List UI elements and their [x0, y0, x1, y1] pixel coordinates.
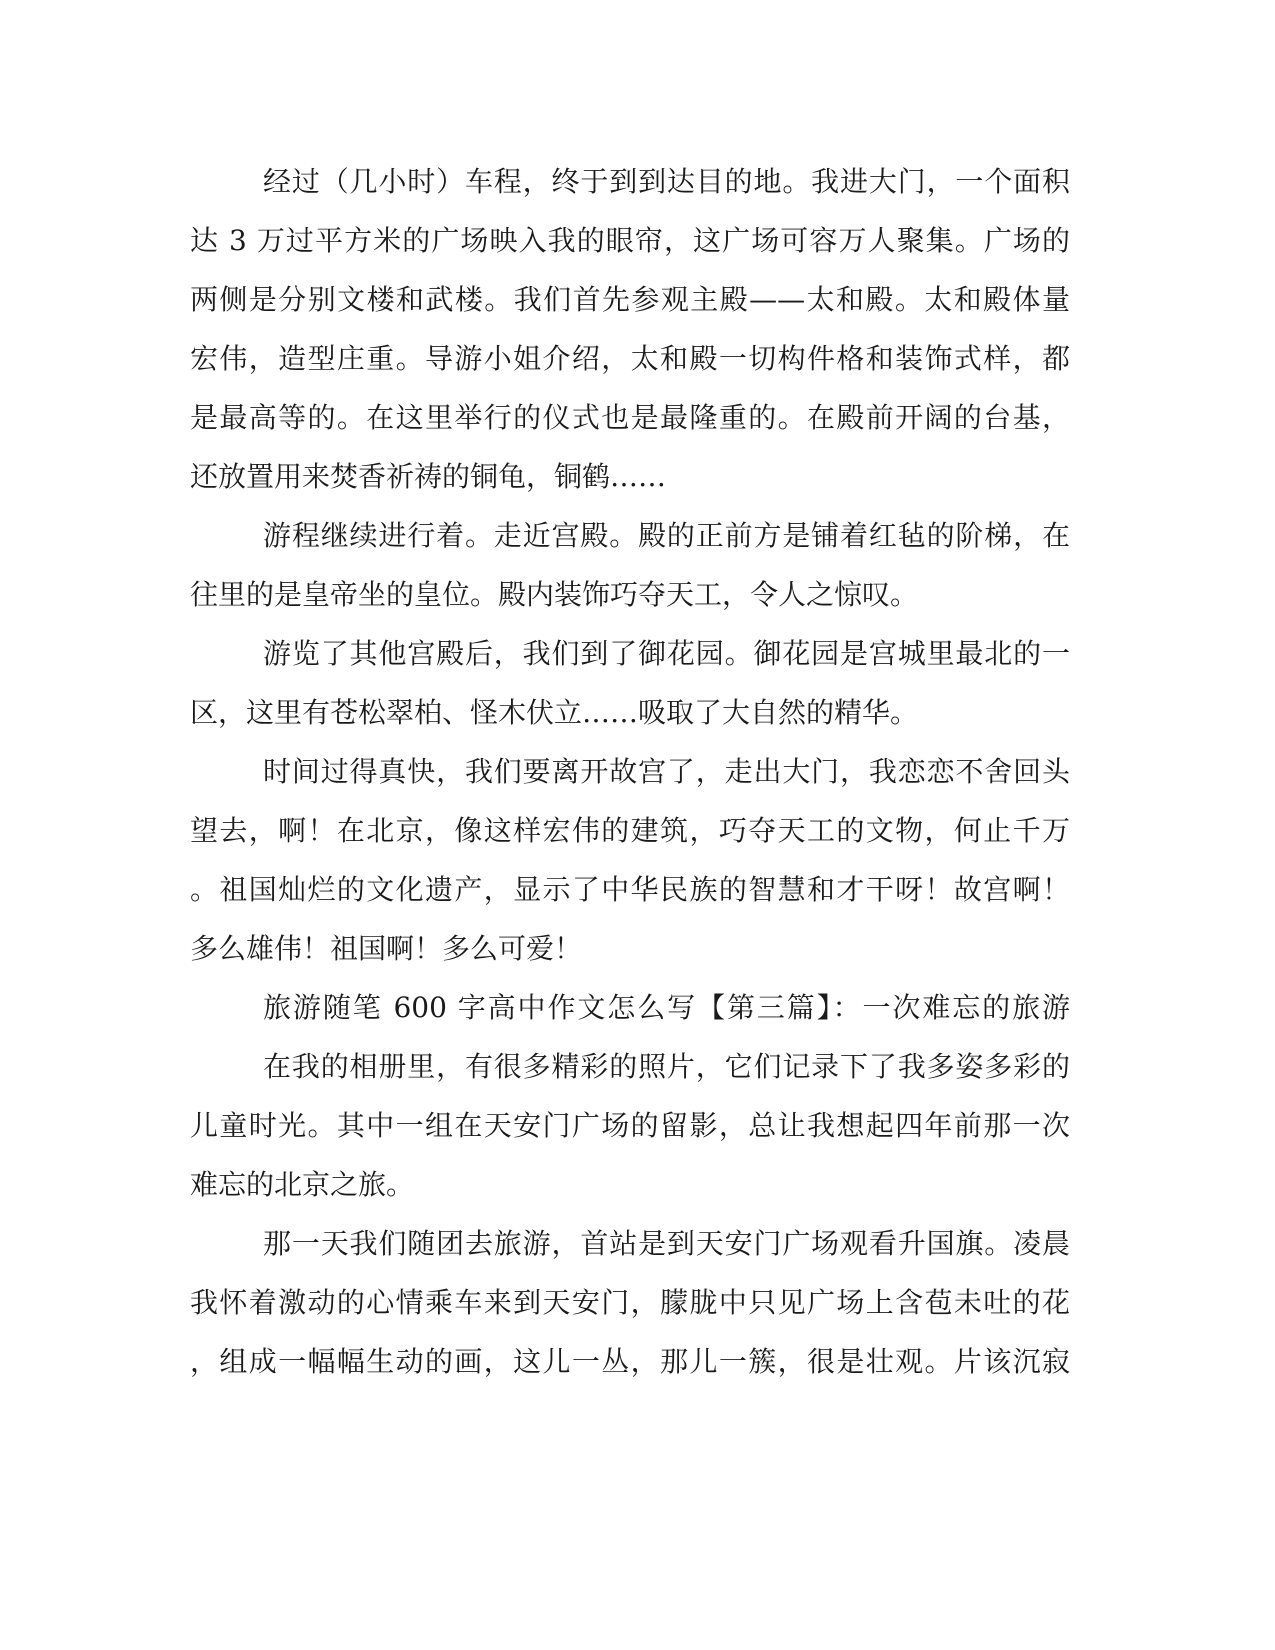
text-line: 达 3 万过平方米的广场映入我的眼帘，这广场可容万人聚集。广场的 [190, 224, 1070, 257]
text-line: 还放置用来焚香祈祷的铜龟，铜鹤…… [190, 460, 667, 493]
text-line: 望去，啊！在北京，像这样宏伟的建筑，巧夺天工的文物，何止千万 [190, 814, 1070, 847]
text-line: 我怀着激动的心情乘车来到天安门，朦胧中只见广场上含苞未吐的花 [190, 1286, 1070, 1319]
text-line: 。祖国灿烂的文化遗产，显示了中华民族的智慧和才干呀！故宫啊！ [190, 873, 1070, 906]
text-line: 时间过得真快，我们要离开故宫了，走出大门，我恋恋不舍回头 [263, 755, 1070, 788]
text-line: 宏伟，造型庄重。导游小姐介绍，太和殿一切构件格和装饰式样，都 [190, 342, 1070, 375]
text-line: 多么雄伟！祖国啊！多么可爱！ [190, 932, 583, 965]
text-line: 那一天我们随团去旅游，首站是到天安门广场观看升国旗。凌晨 [263, 1227, 1070, 1260]
text-line: 游程继续进行着。走近宫殿。殿的正前方是铺着红毡的阶梯，在 [263, 519, 1070, 552]
text-line: 往里的是皇帝坐的皇位。殿内装饰巧夺天工，令人之惊叹。 [190, 578, 919, 611]
text-line: 儿童时光。其中一组在天安门广场的留影，总让我想起四年前那一次 [190, 1109, 1070, 1142]
section-heading: 旅游随笔 600 字高中作文怎么写【第三篇】：一次难忘的旅游 [263, 991, 1070, 1024]
text-line: 在我的相册里，有很多精彩的照片，它们记录下了我多姿多彩的 [263, 1050, 1070, 1083]
text-line: 两侧是分别文楼和武楼。我们首先参观主殿——太和殿。太和殿体量 [190, 283, 1070, 316]
text-line: ，组成一幅幅生动的画，这儿一丛，那儿一簇，很是壮观。片该沉寂 [190, 1345, 1070, 1378]
text-line: 区，这里有苍松翠柏、怪木伏立……吸取了大自然的精华。 [190, 696, 919, 729]
text-line: 是最高等的。在这里举行的仪式也是最隆重的。在殿前开阔的台基， [190, 401, 1070, 434]
text-line: 经过（几小时）车程，终于到到达目的地。我进大门，一个面积 [263, 165, 1070, 198]
text-line: 难忘的北京之旅。 [190, 1168, 415, 1201]
text-line: 游览了其他宫殿后，我们到了御花园。御花园是宫城里最北的一 [263, 637, 1070, 670]
